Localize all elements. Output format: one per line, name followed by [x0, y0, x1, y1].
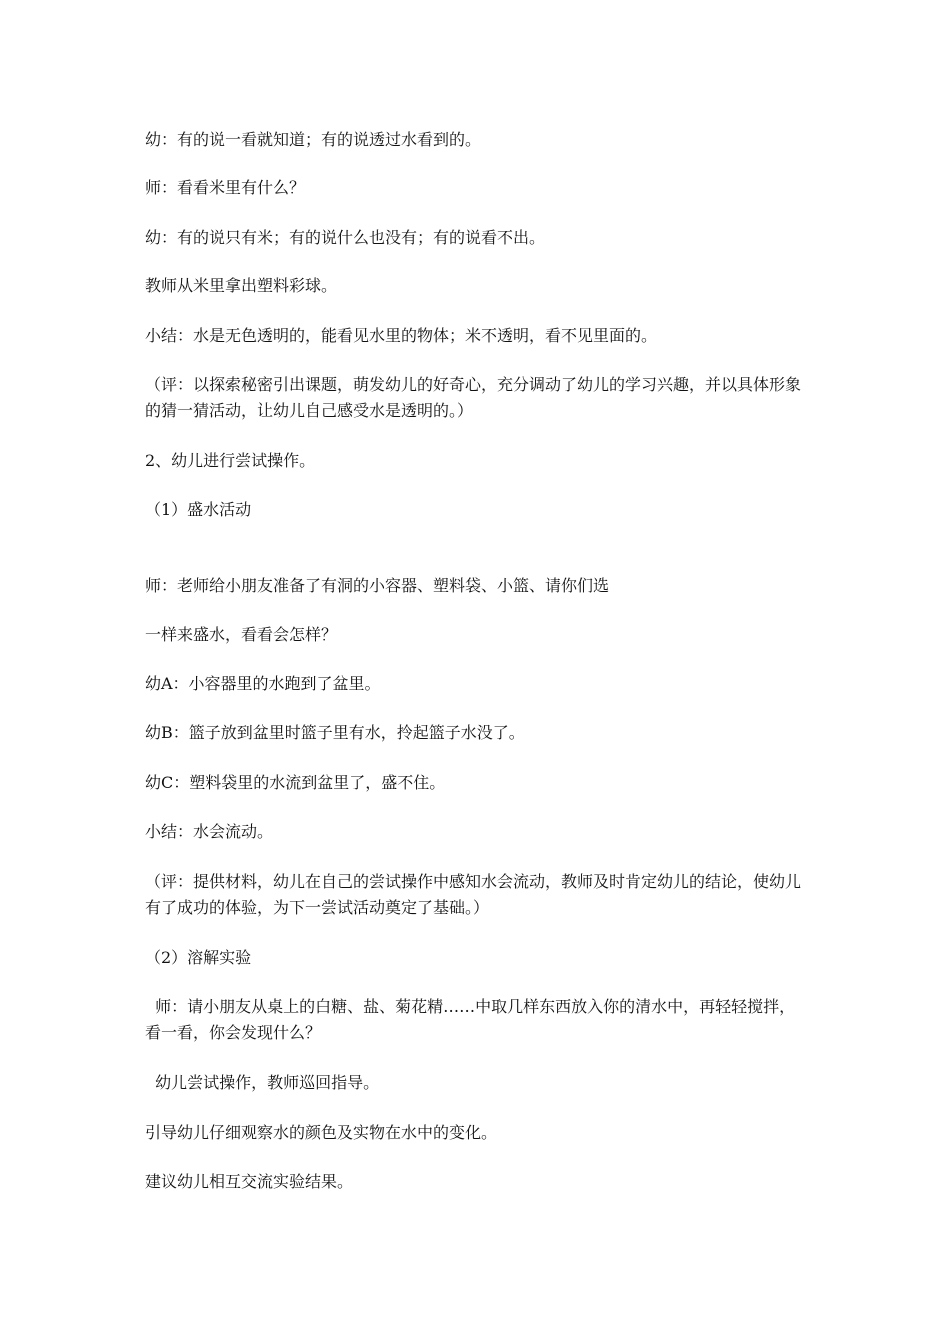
subsection-heading: （1）盛水活动	[145, 500, 252, 519]
comment-paragraph: （评：以探索秘密引出课题，萌发幼儿的好奇心，充分调动了幼儿的学习兴趣，并以具体形象的猜一猜活动，让幼儿自己感受水是透明的。）	[145, 375, 802, 420]
dialogue-paragraph: 幼B：篮子放到盆里时篮子里有水，拎起篮子水没了。	[145, 723, 525, 742]
summary-paragraph: 小结：水会流动。	[145, 822, 274, 841]
narrative-paragraph: 教师从米里拿出塑料彩球。	[145, 276, 338, 295]
dialogue-paragraph: 幼：有的说只有米；有的说什么也没有；有的说看不出。	[145, 228, 546, 247]
dialogue-paragraph: 师：请小朋友从桌上的白糖、盐、菊花精……中取几样东西放入你的清水中，再轻轻搅拌，看一看，你会发现什么？	[145, 997, 796, 1042]
section-heading: 2、幼儿进行尝试操作。	[145, 451, 316, 470]
summary-paragraph: 小结：水是无色透明的，能看见水里的物体；米不透明，看不见里面的。	[145, 326, 658, 345]
dialogue-paragraph: 幼A：小容器里的水跑到了盆里。	[145, 674, 381, 693]
dialogue-paragraph: 师：看看米里有什么？	[145, 178, 306, 197]
dialogue-paragraph: 一样来盛水，看看会怎样？	[145, 625, 338, 644]
comment-paragraph: （评：提供材料，幼儿在自己的尝试操作中感知水会流动，教师及时肯定幼儿的结论，使幼儿有了成功的体验，为下一尝试活动奠定了基础。）	[145, 872, 802, 917]
dialogue-paragraph: 幼C：塑料袋里的水流到盆里了，盛不住。	[145, 773, 446, 792]
dialogue-paragraph: 幼：有的说一看就知道；有的说透过水看到的。	[145, 130, 482, 149]
narrative-paragraph: 建议幼儿相互交流实验结果。	[145, 1172, 354, 1191]
dialogue-paragraph: 师：老师给小朋友准备了有洞的小容器、塑料袋、小篮、请你们选	[145, 576, 610, 595]
narrative-paragraph: 幼儿尝试操作，教师巡回指导。	[145, 1073, 380, 1092]
subsection-heading: （2）溶解实验	[145, 948, 252, 967]
narrative-paragraph: 引导幼儿仔细观察水的颜色及实物在水中的变化。	[145, 1123, 498, 1142]
